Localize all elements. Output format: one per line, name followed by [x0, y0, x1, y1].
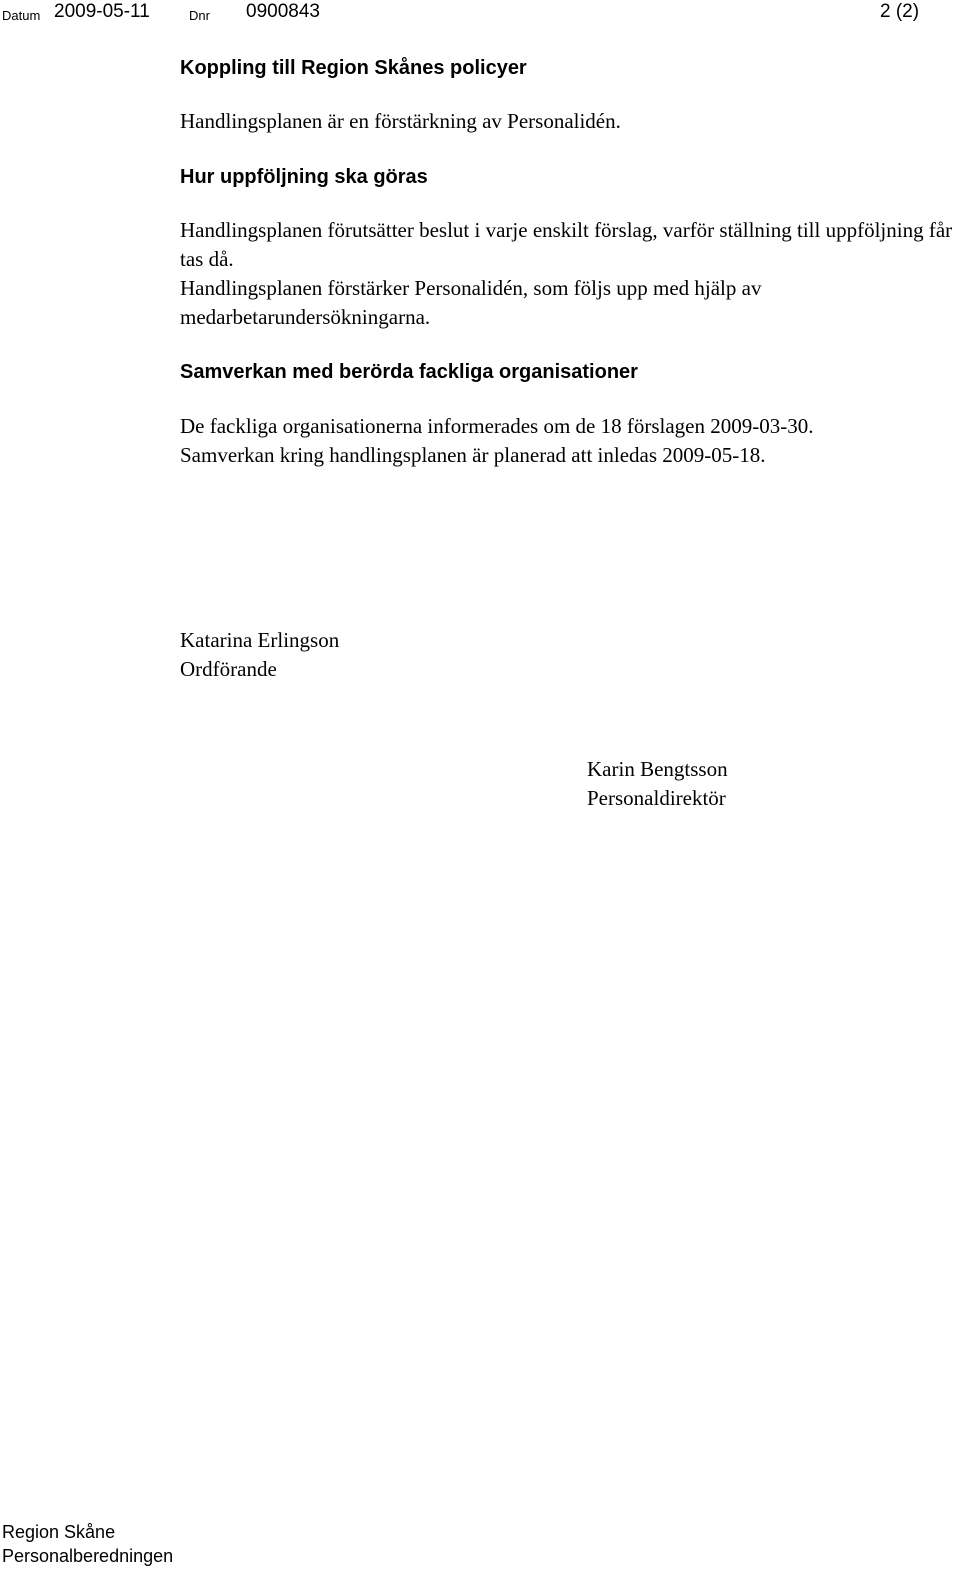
section-heading-cooperation: Samverkan med berörda fackliga organisationer	[180, 361, 638, 383]
section-paragraph: Handlingsplanen förstärker Personalidén, som följs upp med hjälp av medarbetarundersökningarna.	[180, 276, 762, 329]
signatory-name: Katarina Erlingson	[180, 628, 340, 652]
section-paragraph: Handlingsplanen förutsätter beslut i varje enskilt förslag, varför ställning till uppföljning får tas då.	[180, 218, 953, 271]
signatory-name: Karin Bengtsson	[587, 757, 728, 781]
signatory-title: Ordförande	[180, 657, 277, 681]
footer-organization: Region Skåne	[2, 1522, 116, 1542]
reference-label: Dnr	[189, 8, 210, 23]
footer-department: Personalberedningen	[2, 1546, 174, 1566]
page-footer	[2, 1520, 173, 1568]
section-paragraph: De fackliga organisationerna informerades om de 18 förslagen 2009-03-30.	[180, 414, 814, 438]
date-value: 2009-05-11	[54, 1, 150, 22]
section-heading-follow-up: Hur uppföljning ska göras	[180, 166, 428, 188]
section-heading-policies: Koppling till Region Skånes policyer	[180, 57, 527, 79]
page-header	[0, 0, 960, 28]
signatory-title: Personaldirektör	[587, 786, 726, 810]
signature-block-chair	[180, 626, 339, 684]
reference-value: 0900843	[246, 1, 320, 22]
section-paragraph: Samverkan kring handlingsplanen är planerad att inledas 2009-05-18.	[180, 443, 766, 467]
section-paragraph: Handlingsplanen är en förstärkning av Personalidén.	[180, 109, 621, 133]
signature-block-director	[587, 755, 728, 813]
date-label: Datum	[2, 8, 41, 23]
page-number: 2 (2)	[880, 1, 920, 22]
